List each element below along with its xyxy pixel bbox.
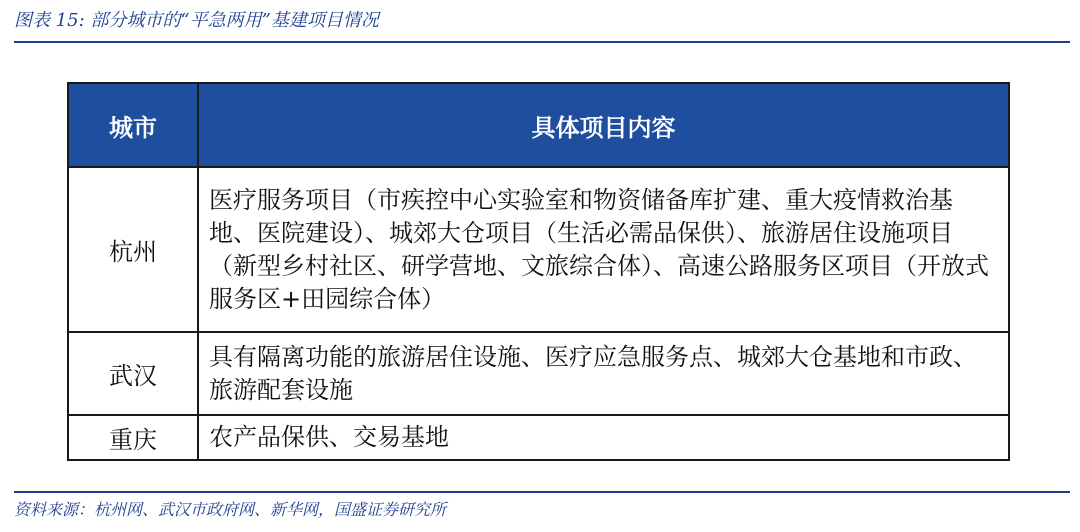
city-cell: 重庆 xyxy=(68,415,198,460)
content-cell: 医疗服务项目（市疾控中心实验室和物资储备库扩建、重大疫情救治基地、医院建设）、城郊大仓项目（生活必需品保供）、旅游居住设施项目（新型乡村社区、研学营地、文旅综合体）、高速公路服务区项目（开放式服务区+田园综合体） xyxy=(198,167,1009,332)
content-cell: 具有隔离功能的旅游居住设施、医疗应急服务点、城郊大仓基地和市政、旅游配套设施 xyxy=(198,332,1009,415)
column-header-content: 具体项目内容 xyxy=(198,83,1009,167)
table-header-row xyxy=(68,83,1009,167)
table-row xyxy=(68,415,1009,460)
title-divider xyxy=(14,41,1070,43)
project-table xyxy=(67,82,1010,461)
city-cell: 武汉 xyxy=(68,332,198,415)
table-row xyxy=(68,332,1009,415)
content-cell: 农产品保供、交易基地 xyxy=(198,415,1009,460)
column-header-city: 城市 xyxy=(68,83,198,167)
table-row xyxy=(68,167,1009,332)
figure-title: 图表 15: 部分城市的“平急两用”基建项目情况 xyxy=(14,10,379,31)
city-cell: 杭州 xyxy=(68,167,198,332)
source-note: 资料来源：杭州网、武汉市政府网、新华网，国盛证券研究所 xyxy=(14,500,447,519)
footer-divider xyxy=(14,491,1070,493)
